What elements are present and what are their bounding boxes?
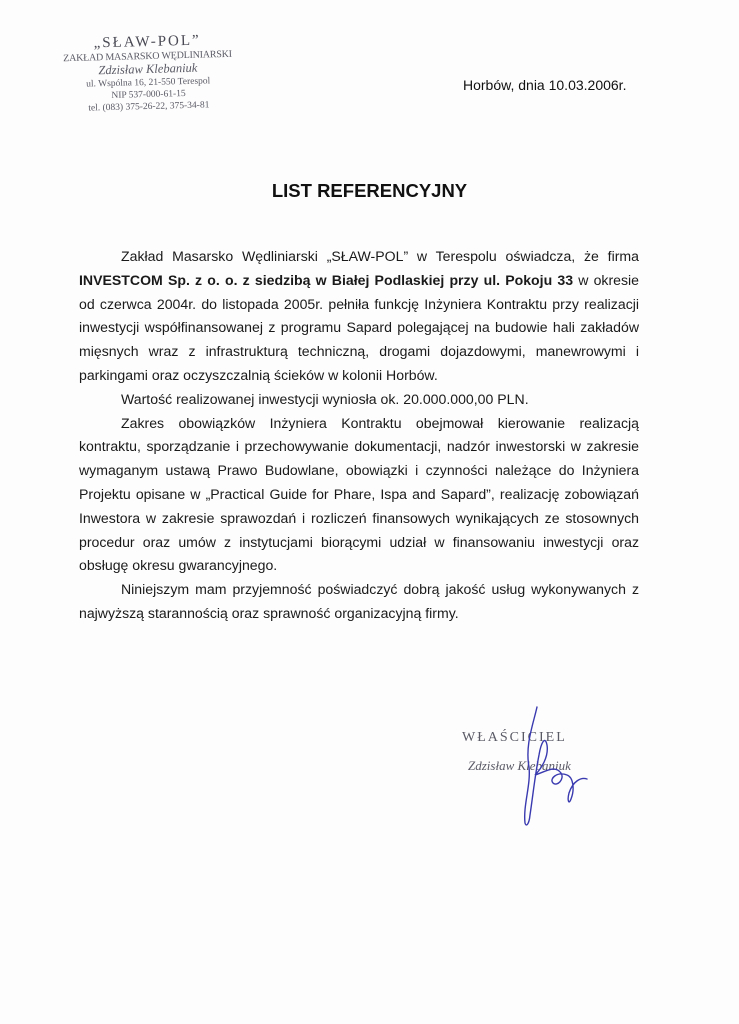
letter-title: LIST REFERENCYJNY — [271, 180, 468, 201]
paragraph-1 — [79, 245, 639, 388]
stamp-phone: tel. (083) 375-26-22, 375-34-81 — [88, 100, 210, 114]
signature-stroke — [525, 707, 587, 825]
signature-stamp-name: Zdzisław Klebaniuk — [468, 758, 571, 773]
stamp-company-name: „SŁAW-POL” — [93, 32, 201, 52]
letter-date: Horbów, dnia 10.03.2006r. — [463, 77, 627, 93]
stamp-company-type: ZAKŁAD MASARSKO WĘDLINIARSKI — [63, 48, 232, 65]
paragraph-2: Wartość realizowanej inwestycji wyniosła ok. 20.000.000,00 PLN. — [121, 390, 529, 407]
paragraph-1-bold: INVESTCOM Sp. z o. o. z siedzibą w Białej Podlaskiej przy ul. Pokoju 33 — [79, 271, 574, 288]
stamp-nip: NIP 537-000-61-15 — [111, 89, 186, 101]
paragraph-3: Zakres obowiązków Inżyniera Kontraktu obejmował kierowanie realizacją kontraktu, sporządzanie i przechowywanie dokumentacji, nadzór inwestorski w zakresie wymaganym ustawą Prawo Budowlane, obowiązki i czynności należące do Inżyniera Projektu opisane w „Practical Guide for Phare, Ispa and Sapard”, realizację zobowiązań Inwestora w zakresie sprawozdań i rozliczeń finansowych wynikających ze stosownych procedur oraz umów z instytucjami biorącymi udział w finansowaniu inwestycji oraz obsługę okresu gwarancyjnego. — [79, 414, 639, 574]
letter-body — [79, 245, 639, 626]
handwritten-signature — [495, 705, 605, 830]
paragraph-1-end: w okresie od czerwca 2004r. do listopada 2005r. pełniła funkcję Inżyniera Kontraktu przy realizacji inwestycji współfinansowanej z programu Sapard polegającej na budowie hali zakładów mięsnych wraz z infrastrukturą techniczną, drogami dojazdowymi, manewrowymi i parkingami oraz oczyszczalnią ścieków w kolonii Horbów. — [79, 271, 639, 383]
company-stamp — [57, 32, 239, 116]
stamp-address: ul. Wspólna 16, 21-550 Terespol — [86, 76, 211, 90]
signature-stamp-title: WŁAŚCICIEL — [462, 730, 567, 745]
stamp-owner: Zdzisław Klebaniuk — [98, 60, 198, 78]
paragraph-1-start: Zakład Masarsko Wędliniarski „SŁAW-POL” w Terespolu oświadcza, że firma — [121, 248, 639, 264]
paragraph-4: Niniejszym mam przyjemność poświadczyć dobrą jakość usług wykonywanych z najwyższą starannością oraz sprawność organizacyjną firmy. — [79, 581, 639, 621]
